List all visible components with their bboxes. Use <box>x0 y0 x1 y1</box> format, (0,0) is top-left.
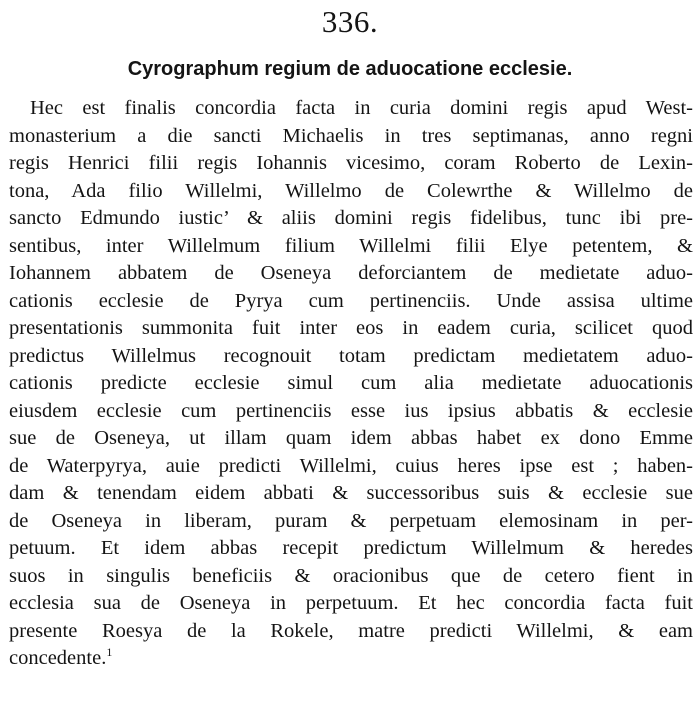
text-line: tona, Ada filio Willelmi, Willelmo de Colewrthe & Willelmo de <box>9 179 693 202</box>
page-number: 336. <box>321 4 379 39</box>
text-line: suos in singulis beneficiis & oracionibus que de cetero fient in <box>9 564 693 587</box>
charter-text <box>9 95 693 673</box>
text-line: presente Roesya de la Rokele, matre predicti Willelmi, & eam <box>9 619 693 642</box>
text-line: dam & tenendam eidem abbati & successoribus suis & ecclesie sue <box>9 482 693 504</box>
text-line: predictus Willelmus recognouit totam predictam medietatem aduo- <box>9 344 693 367</box>
text-line: cationis predicte ecclesie simul cum alia medietate aduocationis <box>9 372 693 394</box>
text-line: sue de Oseneya, ut illam quam idem abbas habet ex dono Emme <box>9 427 693 449</box>
text-line: Iohannem abbatem de Oseneya deforciantem de medietate aduo- <box>9 262 693 284</box>
text-line: de Waterpyrya, auie predicti Willelmi, cuius heres ipse est ; haben- <box>9 454 693 477</box>
final-line-text: concedente. <box>9 647 107 669</box>
text-line: presentationis summonita fuit inter eos in eadem curia, scilicet quod <box>9 317 693 339</box>
text-line: sentibus, inter Willelmum filium Willelmi filii Elye petentem, & <box>9 234 693 257</box>
text-line: Hec est finalis concordia facta in curia domini regis apud West- <box>30 97 693 119</box>
footnote-marker: 1 <box>106 645 113 660</box>
text-line: de Oseneya in liberam, puram & perpetuam elemosinam in per- <box>9 509 693 532</box>
text-line: eiusdem ecclesie cum pertinenciis esse ius ipsius abbatis & ecclesie <box>9 399 693 422</box>
text-line: ecclesia sua de Oseneya in perpetuum. Et hec concordia facta fuit <box>9 592 693 614</box>
text-line: petuum. Et idem abbas recepit predictum Willelmum & heredes <box>9 537 693 559</box>
text-line: sancto Edmundo iustic’ & aliis domini regis fidelibus, tunc ibi pre- <box>9 207 693 229</box>
charter-heading: Cyrographum regium de aduocatione ecclesie. <box>127 58 573 80</box>
text-line: regis Henrici filii regis Iohannis vicesimo, coram Roberto de Lexin- <box>9 152 693 174</box>
text-line: monasterium a die sancti Michaelis in tres septimanas, anno regni <box>9 124 693 147</box>
text-line-final <box>9 645 693 673</box>
text-line: cationis ecclesie de Pyrya cum pertinenciis. Unde assisa ultime <box>9 289 693 312</box>
